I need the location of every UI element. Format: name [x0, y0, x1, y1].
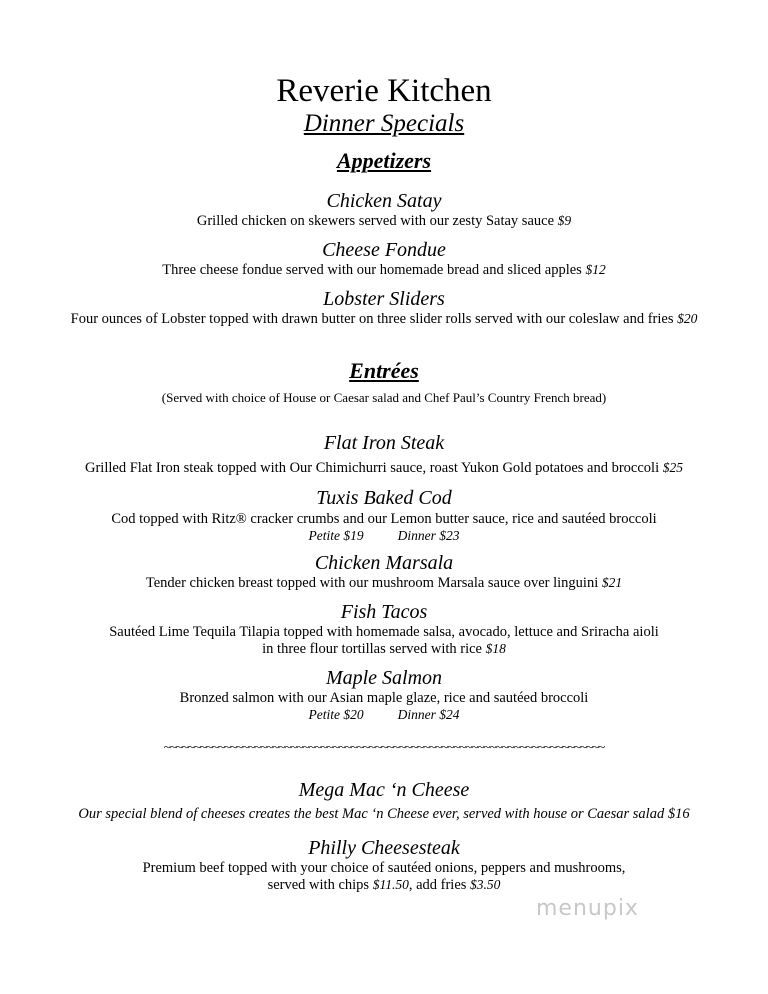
item-desc-text: Grilled Flat Iron steak topped with Our Chimichurri sauce, roast Yukon Gold potatoes and broccoli — [85, 460, 660, 476]
petite-price: Petite $20 — [308, 707, 364, 722]
item-desc-text: Four ounces of Lobster topped with drawn butter on three slider rolls served with our coleslaw and fries — [70, 311, 674, 327]
dinner-price: Dinner $23 — [397, 528, 460, 543]
item-fish-tacos-desc-line2 — [0, 640, 768, 658]
item-baked-cod-desc: Cod topped with Ritz® cracker crumbs and our Lemon butter sauce, rice and sautéed broccoli — [111, 511, 657, 527]
item-price: $9 — [557, 213, 572, 228]
item-maple-salmon-sizes — [0, 707, 768, 723]
restaurant-title: Reverie Kitchen — [276, 73, 492, 109]
item-flat-iron-steak-name: Flat Iron Steak — [323, 432, 445, 454]
item-lobster-sliders-name: Lobster Sliders — [323, 288, 445, 310]
item-desc-text: in three flour tortillas served with rice — [262, 641, 482, 657]
item-baked-cod-sizes — [0, 528, 768, 544]
item-chicken-marsala-name: Chicken Marsala — [314, 552, 454, 574]
entrees-note: (Served with choice of House or Caesar salad and Chef Paul’s Country French bread) — [161, 390, 607, 405]
item-mac-cheese-desc: Our special blend of cheeses creates the best Mac ‘n Cheese ever, served with house or Caesar salad $16 — [78, 806, 690, 822]
petite-price: Petite $19 — [308, 528, 364, 543]
chips-price: $11.50 — [372, 877, 409, 892]
item-fish-tacos-desc-line1: Sautéed Lime Tequila Tilapia topped with homemade salsa, avocado, lettuce and Sriracha aioli — [109, 624, 659, 640]
item-price: $18 — [485, 641, 506, 656]
item-philly-desc-line2 — [0, 876, 768, 894]
item-price: $25 — [662, 460, 683, 475]
item-flat-iron-steak-desc — [0, 459, 768, 477]
item-philly-desc-line1: Premium beef topped with your choice of sautéed onions, peppers and mushrooms, — [142, 860, 626, 876]
item-chicken-satay-name: Chicken Satay — [326, 190, 442, 212]
item-desc-text: Three cheese fondue served with our homemade bread and sliced apples — [162, 262, 582, 278]
item-desc-text: Grilled chicken on skewers served with our zesty Satay sauce — [196, 213, 555, 229]
item-cheese-fondue-desc — [0, 261, 768, 279]
entrees-heading: Entrées — [349, 358, 419, 383]
tilde-divider: ~~~~~~~~~~~~~~~~~~~~~~~~~~~~~~~~~~~~~~~~~~~~~~~~~~~~~~~~~~~~~~~~~~~~~~~~~ — [163, 739, 605, 754]
item-desc-text: served with chips — [267, 877, 370, 893]
item-chicken-satay-desc — [0, 212, 768, 230]
fries-text: , add fries — [408, 877, 467, 893]
appetizers-heading: Appetizers — [336, 148, 432, 173]
item-baked-cod-name: Tuxis Baked Cod — [316, 487, 452, 509]
item-fish-tacos-name: Fish Tacos — [340, 601, 428, 623]
item-desc-text: Tender chicken breast topped with our mushroom Marsala sauce over linguini — [145, 575, 599, 591]
fries-price: $3.50 — [470, 877, 501, 892]
item-lobster-sliders-desc — [0, 310, 768, 328]
watermark-logo: menupix — [536, 896, 639, 921]
item-philly-name: Philly Cheesesteak — [308, 837, 460, 859]
menu-subtitle: Dinner Specials — [303, 110, 465, 137]
item-mac-cheese-name: Mega Mac ‘n Cheese — [298, 779, 470, 801]
item-cheese-fondue-name: Cheese Fondue — [322, 239, 446, 261]
item-maple-salmon-name: Maple Salmon — [325, 667, 443, 689]
item-price: $12 — [585, 262, 606, 277]
item-price: $21 — [601, 575, 623, 590]
item-chicken-marsala-desc — [0, 574, 768, 592]
item-price: $20 — [677, 311, 698, 326]
dinner-price: Dinner $24 — [397, 707, 460, 722]
item-maple-salmon-desc: Bronzed salmon with our Asian maple glaze, rice and sautéed broccoli — [179, 690, 589, 706]
